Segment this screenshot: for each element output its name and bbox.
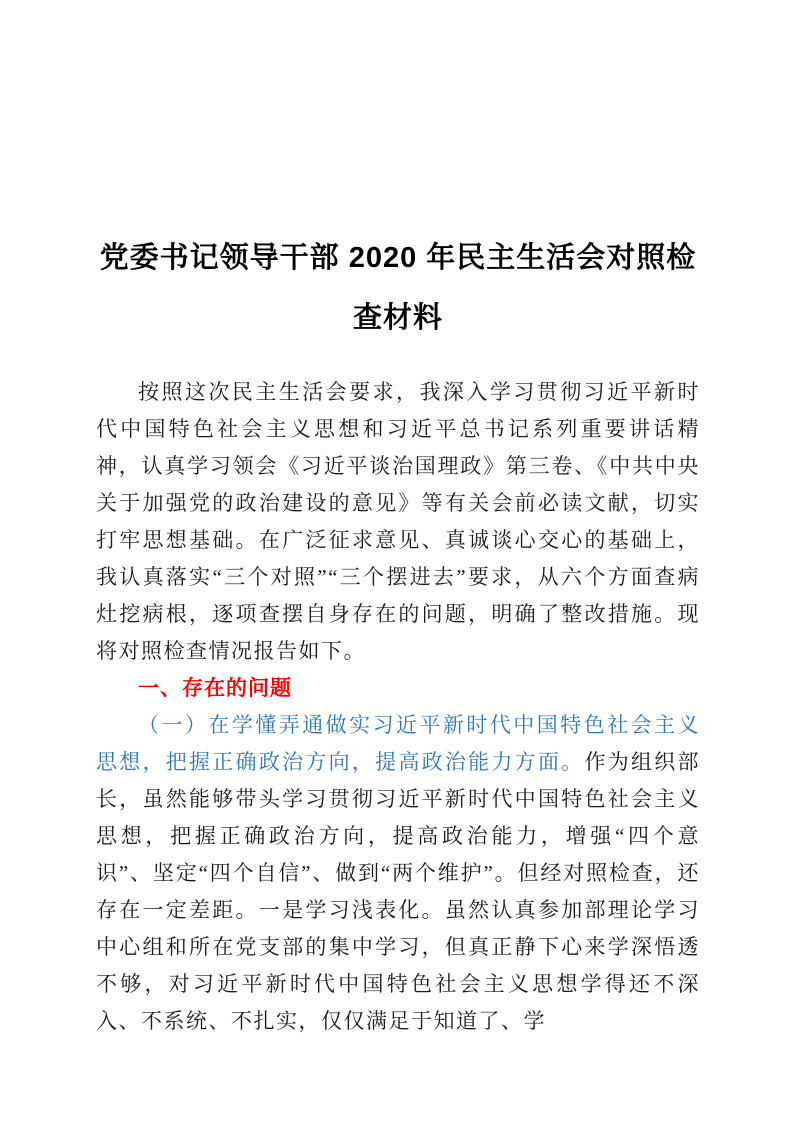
- section-heading-problems: 一、存在的问题: [138, 677, 292, 700]
- item-1-lead: （一）在学懂弄通做实习近平新时代中国特色社会主义思想，把握正确政治方向，提高政治能力方面。: [96, 713, 700, 774]
- intro-paragraph: 按照这次民主生活会要求，我深入学习贯彻习近平新时代中国特色社会主义思想和习近平总书记系列重要讲话精神，认真学习领会《习近平谈治国理政》第三卷、《中共中央关于加强党的政治建设的意见》等有关会前必读文献，切实打牢思想基础。在广泛征求意见、真诚谈心交心的基础上，我认真落实“三个对照”“三个摆进去”要求，从六个方面查病灶挖病根，逐项查摆自身存在的问题，明确了整改措施。现将对照检查情况报告如下。: [96, 380, 700, 663]
- document-body: [96, 228, 700, 1040]
- item-1-paragraph: [96, 707, 700, 1040]
- document-title: 党委书记领导干部 2020 年民主生活会对照检查材料: [99, 242, 697, 334]
- item-1-body-text: 作为组织部长，虽然能够带头学习贯彻习近平新时代中国特色社会主义思想，把握正确政治方向，提高政治能力，增强“四个意识”、坚定“四个自信”、做到“两个维护”。但经对照检查，还存在一定差距。一是学习浅表化。虽然认真参加部理论学习中心组和所在党支部的集中学习，但真正静下心来学深悟透不够，对习近平新时代中国特色社会主义思想学得还不深入、不系统、不扎实，仅仅满足于知道了、学: [96, 750, 701, 1033]
